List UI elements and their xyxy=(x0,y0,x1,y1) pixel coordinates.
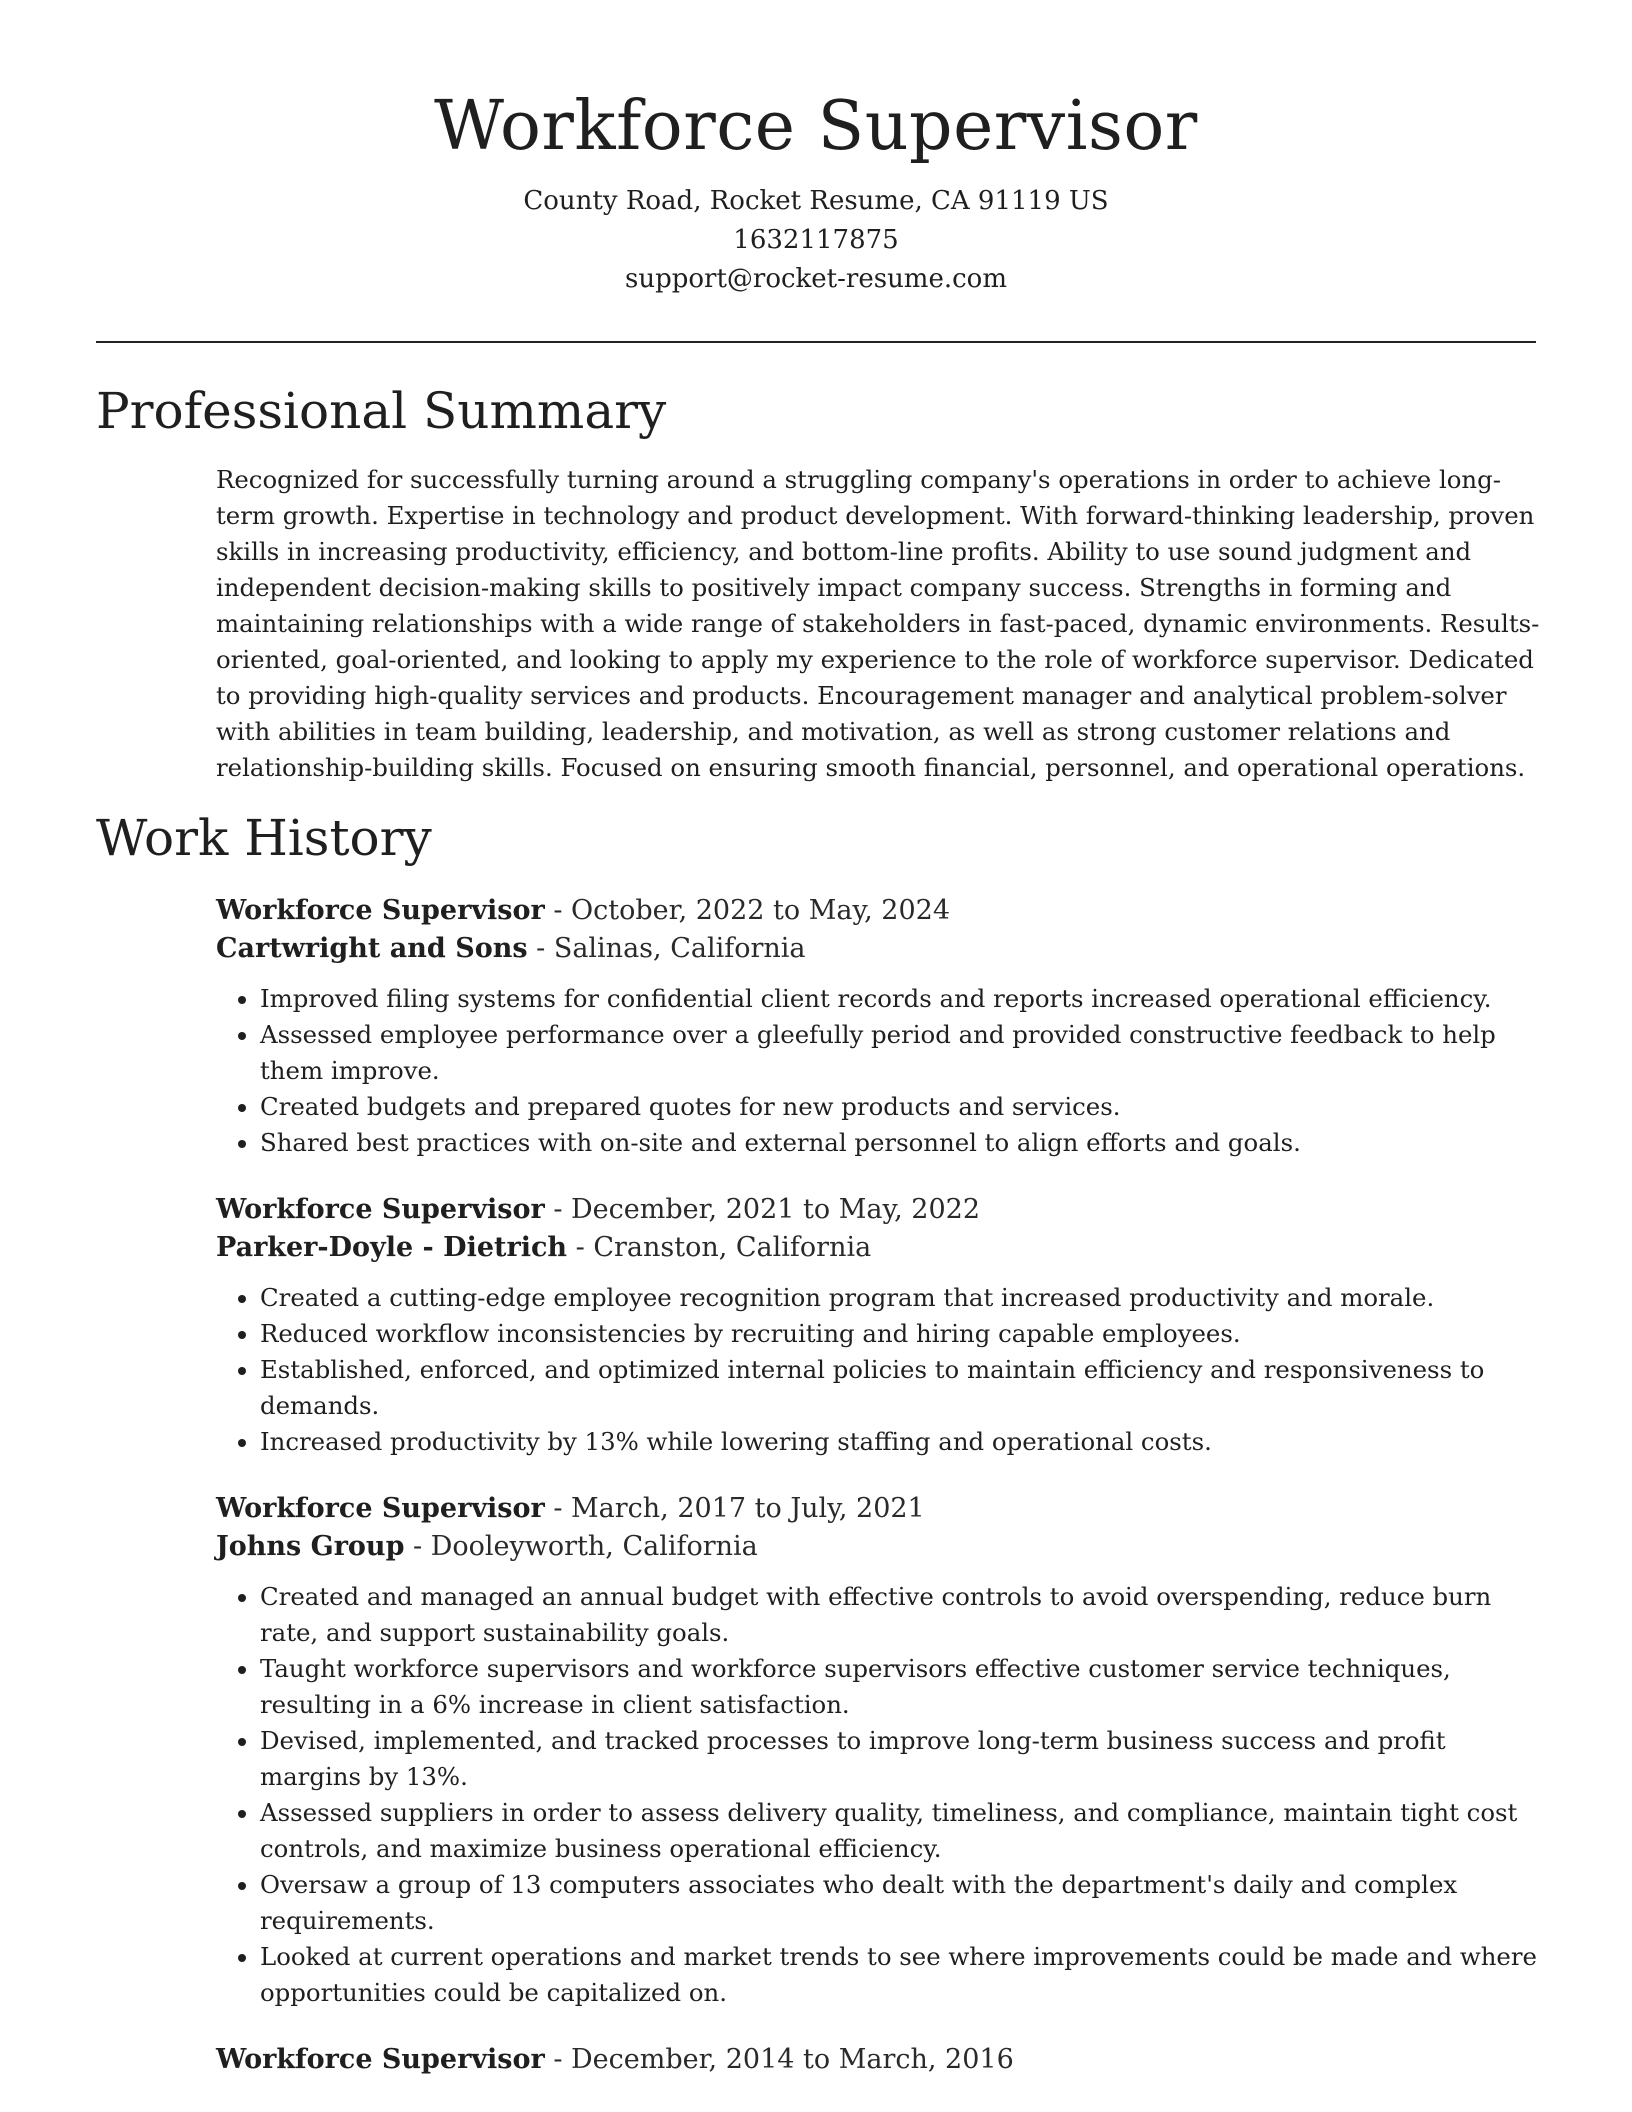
job-bullet: • Created and managed an annual budget with effective controls to avoid overspending, reduce burn rate, and support sustainability goals. xyxy=(260,1579,1541,1651)
job-title: Workforce Supervisor xyxy=(216,2044,545,2075)
job-title-line xyxy=(216,1191,1541,1229)
job-company: Cartwright and Sons xyxy=(216,933,528,964)
job-title: Workforce Supervisor xyxy=(216,1194,545,1225)
job-company: Johns Group xyxy=(216,1531,405,1562)
job-company: Parker-Doyle - Dietrich xyxy=(216,1232,568,1263)
job-title-line xyxy=(216,1490,1541,1528)
resume-header xyxy=(0,82,1632,299)
candidate-name: Workforce Supervisor xyxy=(434,87,1198,166)
job-bullet: • Shared best practices with on-site and external personnel to align efforts and goals. xyxy=(260,1125,1541,1161)
contact-email: support@rocket-resume.com xyxy=(624,264,1007,294)
job-entry xyxy=(216,2041,1541,2079)
job-location: - Salinas, California xyxy=(527,933,806,964)
job-company-line xyxy=(216,1229,1541,1267)
job-title-line xyxy=(216,2041,1541,2079)
work-history-heading: Work History xyxy=(96,809,432,867)
job-bullet: • Created a cutting-edge employee recognition program that increased productivity and morale. xyxy=(260,1280,1541,1316)
job-title: Workforce Supervisor xyxy=(216,895,545,926)
job-dates: - December, 2021 to May, 2022 xyxy=(544,1194,980,1225)
work-history-list xyxy=(216,892,1541,2109)
contact-info xyxy=(0,182,1632,299)
job-company-line xyxy=(216,930,1541,968)
job-title: Workforce Supervisor xyxy=(216,1493,545,1524)
job-entry xyxy=(216,892,1541,1161)
job-bullet: • Devised, implemented, and tracked processes to improve long-term business success and profit margins by 13%. xyxy=(260,1723,1541,1795)
job-bullet: • Reduced workflow inconsistencies by recruiting and hiring capable employees. xyxy=(260,1316,1541,1352)
job-entry xyxy=(216,1191,1541,1460)
job-title-line xyxy=(216,892,1541,930)
summary-text: Recognized for successfully turning around a struggling company's operations in order to achieve long-term growth. Expertise in technology and product development. With forward-thinking leadership, proven skills in increasing productivity, efficiency, and bottom-line profits. Ability to use sound judgment and independent decision-making skills to positively impact company success. Strengths in forming and maintaining relationships with a wide range of stakeholders in fast-paced, dynamic environments. Results-oriented, goal-oriented, and looking to apply my experience to the role of workforce supervisor. Dedicated to providing high-quality services and products. Encouragement manager and analytical problem-solver with abilities in team building, leadership, and motivation, as well as strong customer relations and relationship-building skills. Focused on ensuring smooth financial, personnel, and operational operations. xyxy=(216,465,1540,782)
job-bullets xyxy=(216,1579,1541,2011)
job-bullet: • Created budgets and prepared quotes for new products and services. xyxy=(260,1089,1541,1125)
job-bullet: • Taught workforce supervisors and workforce supervisors effective customer service techniques, resulting in a 6% increase in client satisfaction. xyxy=(260,1651,1541,1723)
job-bullet: • Improved filing systems for confidential client records and reports increased operational efficiency. xyxy=(260,981,1541,1017)
job-bullet: • Assessed suppliers in order to assess delivery quality, timeliness, and compliance, maintain tight cost controls, and maximize business operational efficiency. xyxy=(260,1795,1541,1867)
contact-address: County Road, Rocket Resume, CA 91119 US xyxy=(523,186,1109,216)
job-bullet: • Looked at current operations and market trends to see where improvements could be made and where opportunities could be capitalized on. xyxy=(260,1939,1541,2011)
job-location: - Dooleyworth, California xyxy=(404,1531,758,1562)
contact-phone: 1632117875 xyxy=(733,225,899,255)
job-dates: - October, 2022 to May, 2024 xyxy=(544,895,951,926)
summary-heading: Professional Summary xyxy=(96,382,667,440)
job-bullet: • Assessed employee performance over a gleefully period and provided constructive feedback to help them improve. xyxy=(260,1017,1541,1089)
job-bullets xyxy=(216,1280,1541,1460)
header-divider xyxy=(96,341,1536,343)
job-dates: - March, 2017 to July, 2021 xyxy=(544,1493,925,1524)
job-dates: - December, 2014 to March, 2016 xyxy=(544,2044,1014,2075)
job-entry xyxy=(216,1490,1541,2011)
job-bullet: • Oversaw a group of 13 computers associates who dealt with the department's daily and complex requirements. xyxy=(260,1867,1541,1939)
job-location: - Cranston, California xyxy=(567,1232,872,1263)
job-bullet: • Increased productivity by 13% while lowering staffing and operational costs. xyxy=(260,1424,1541,1460)
job-bullet: • Established, enforced, and optimized internal policies to maintain efficiency and responsiveness to demands. xyxy=(260,1352,1541,1424)
job-bullets xyxy=(216,981,1541,1161)
job-company-line xyxy=(216,1528,1541,1566)
